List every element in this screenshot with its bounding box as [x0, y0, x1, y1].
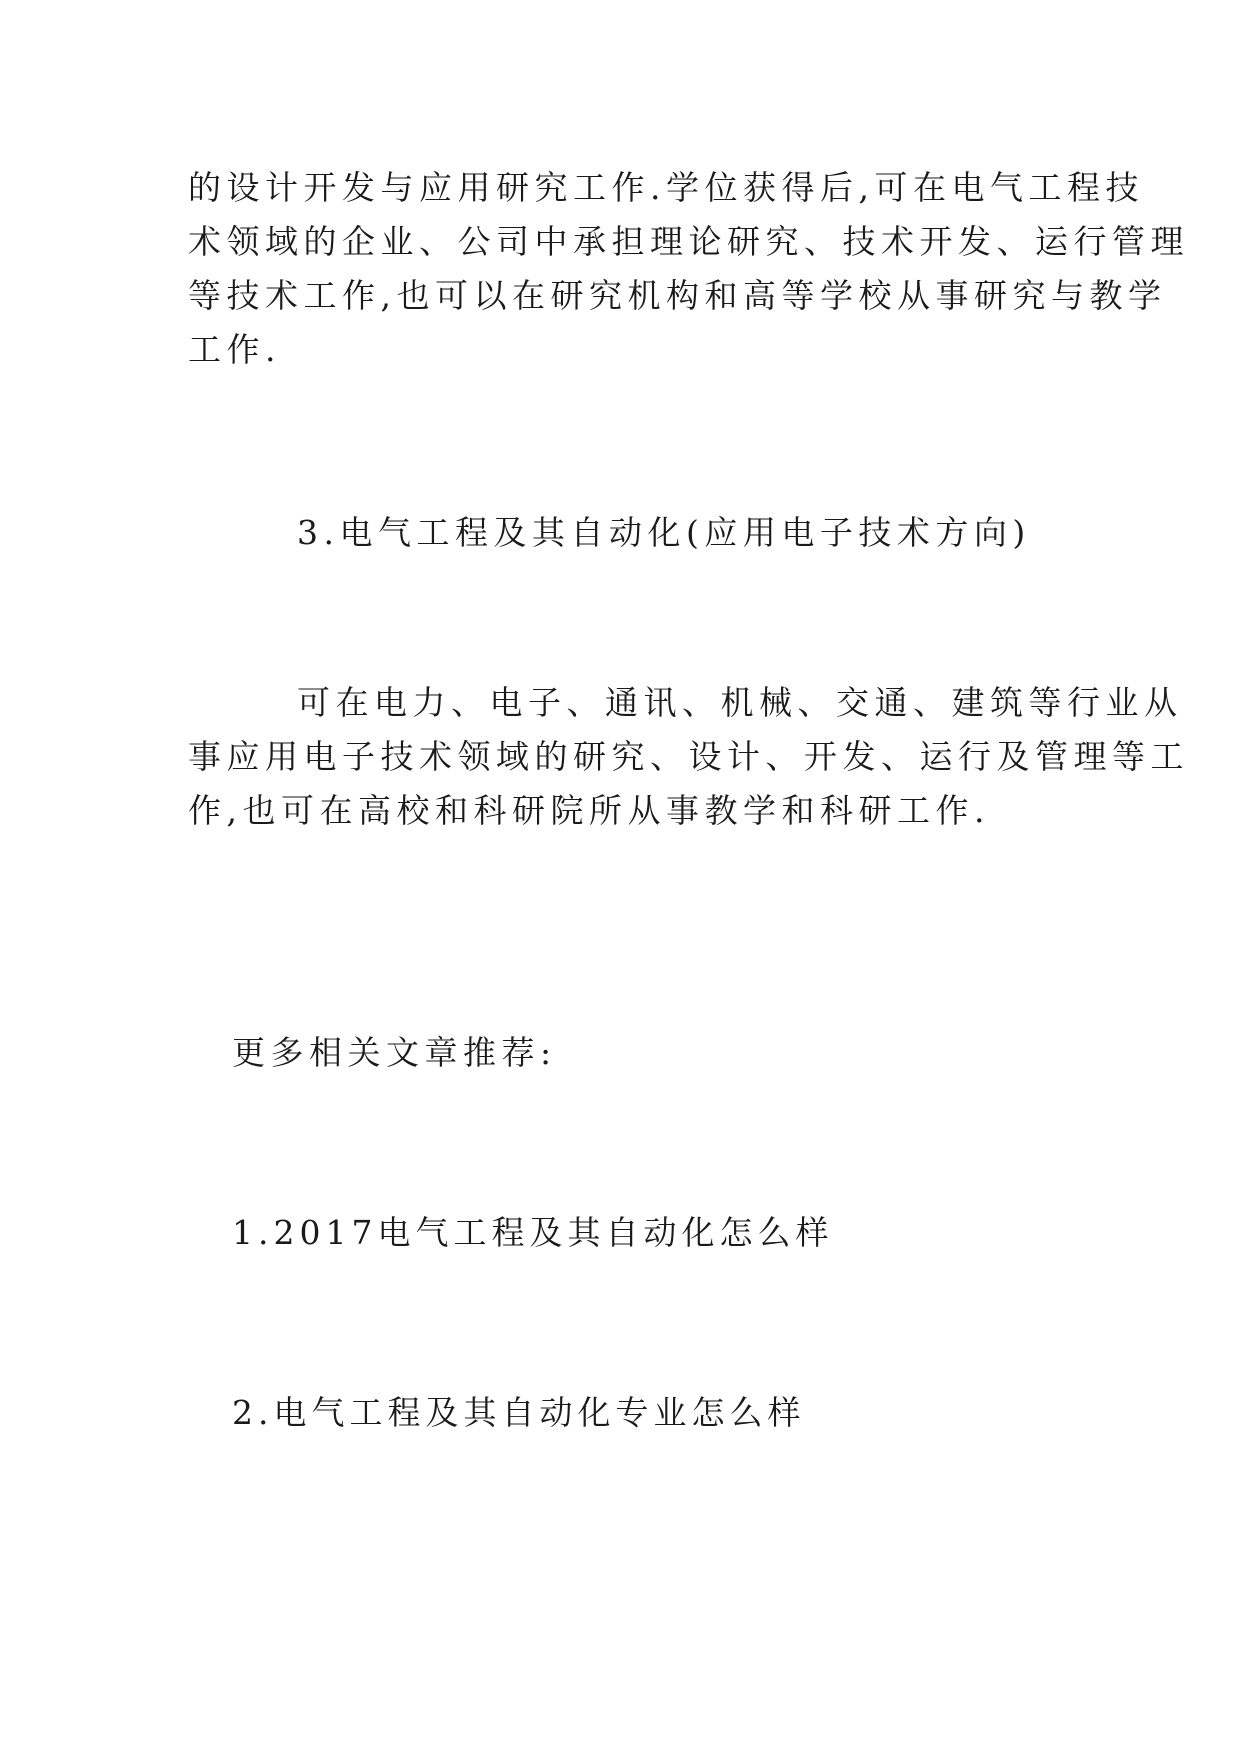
paragraph-line: 等技术工作,也可以在研究机构和高等学校从事研究与教学 — [188, 276, 1167, 315]
paragraph-line: 工作. — [188, 330, 281, 369]
paragraph-line: 术领域的企业、公司中承担理论研究、技术开发、运行管理 — [188, 222, 1189, 261]
paragraph-line: 的设计开发与应用研究工作.学位获得后,可在电气工程技 — [188, 168, 1144, 207]
related-articles-title: 更多相关文章推荐: — [232, 1033, 557, 1072]
paragraph-line: 事应用电子技术领域的研究、设计、开发、运行及管理等工 — [188, 737, 1189, 776]
section-heading: 3.电气工程及其自动化(应用电子技术方向) — [297, 513, 1031, 552]
paragraph-line: 作,也可在高校和科研院所从事教学和科研工作. — [188, 791, 990, 830]
paragraph-line: 可在电力、电子、通讯、机械、交通、建筑等行业从 — [297, 683, 1183, 722]
related-article-link[interactable]: 1.2017电气工程及其自动化怎么样 — [232, 1213, 834, 1252]
related-article-link[interactable]: 2.电气工程及其自动化专业怎么样 — [232, 1393, 806, 1432]
